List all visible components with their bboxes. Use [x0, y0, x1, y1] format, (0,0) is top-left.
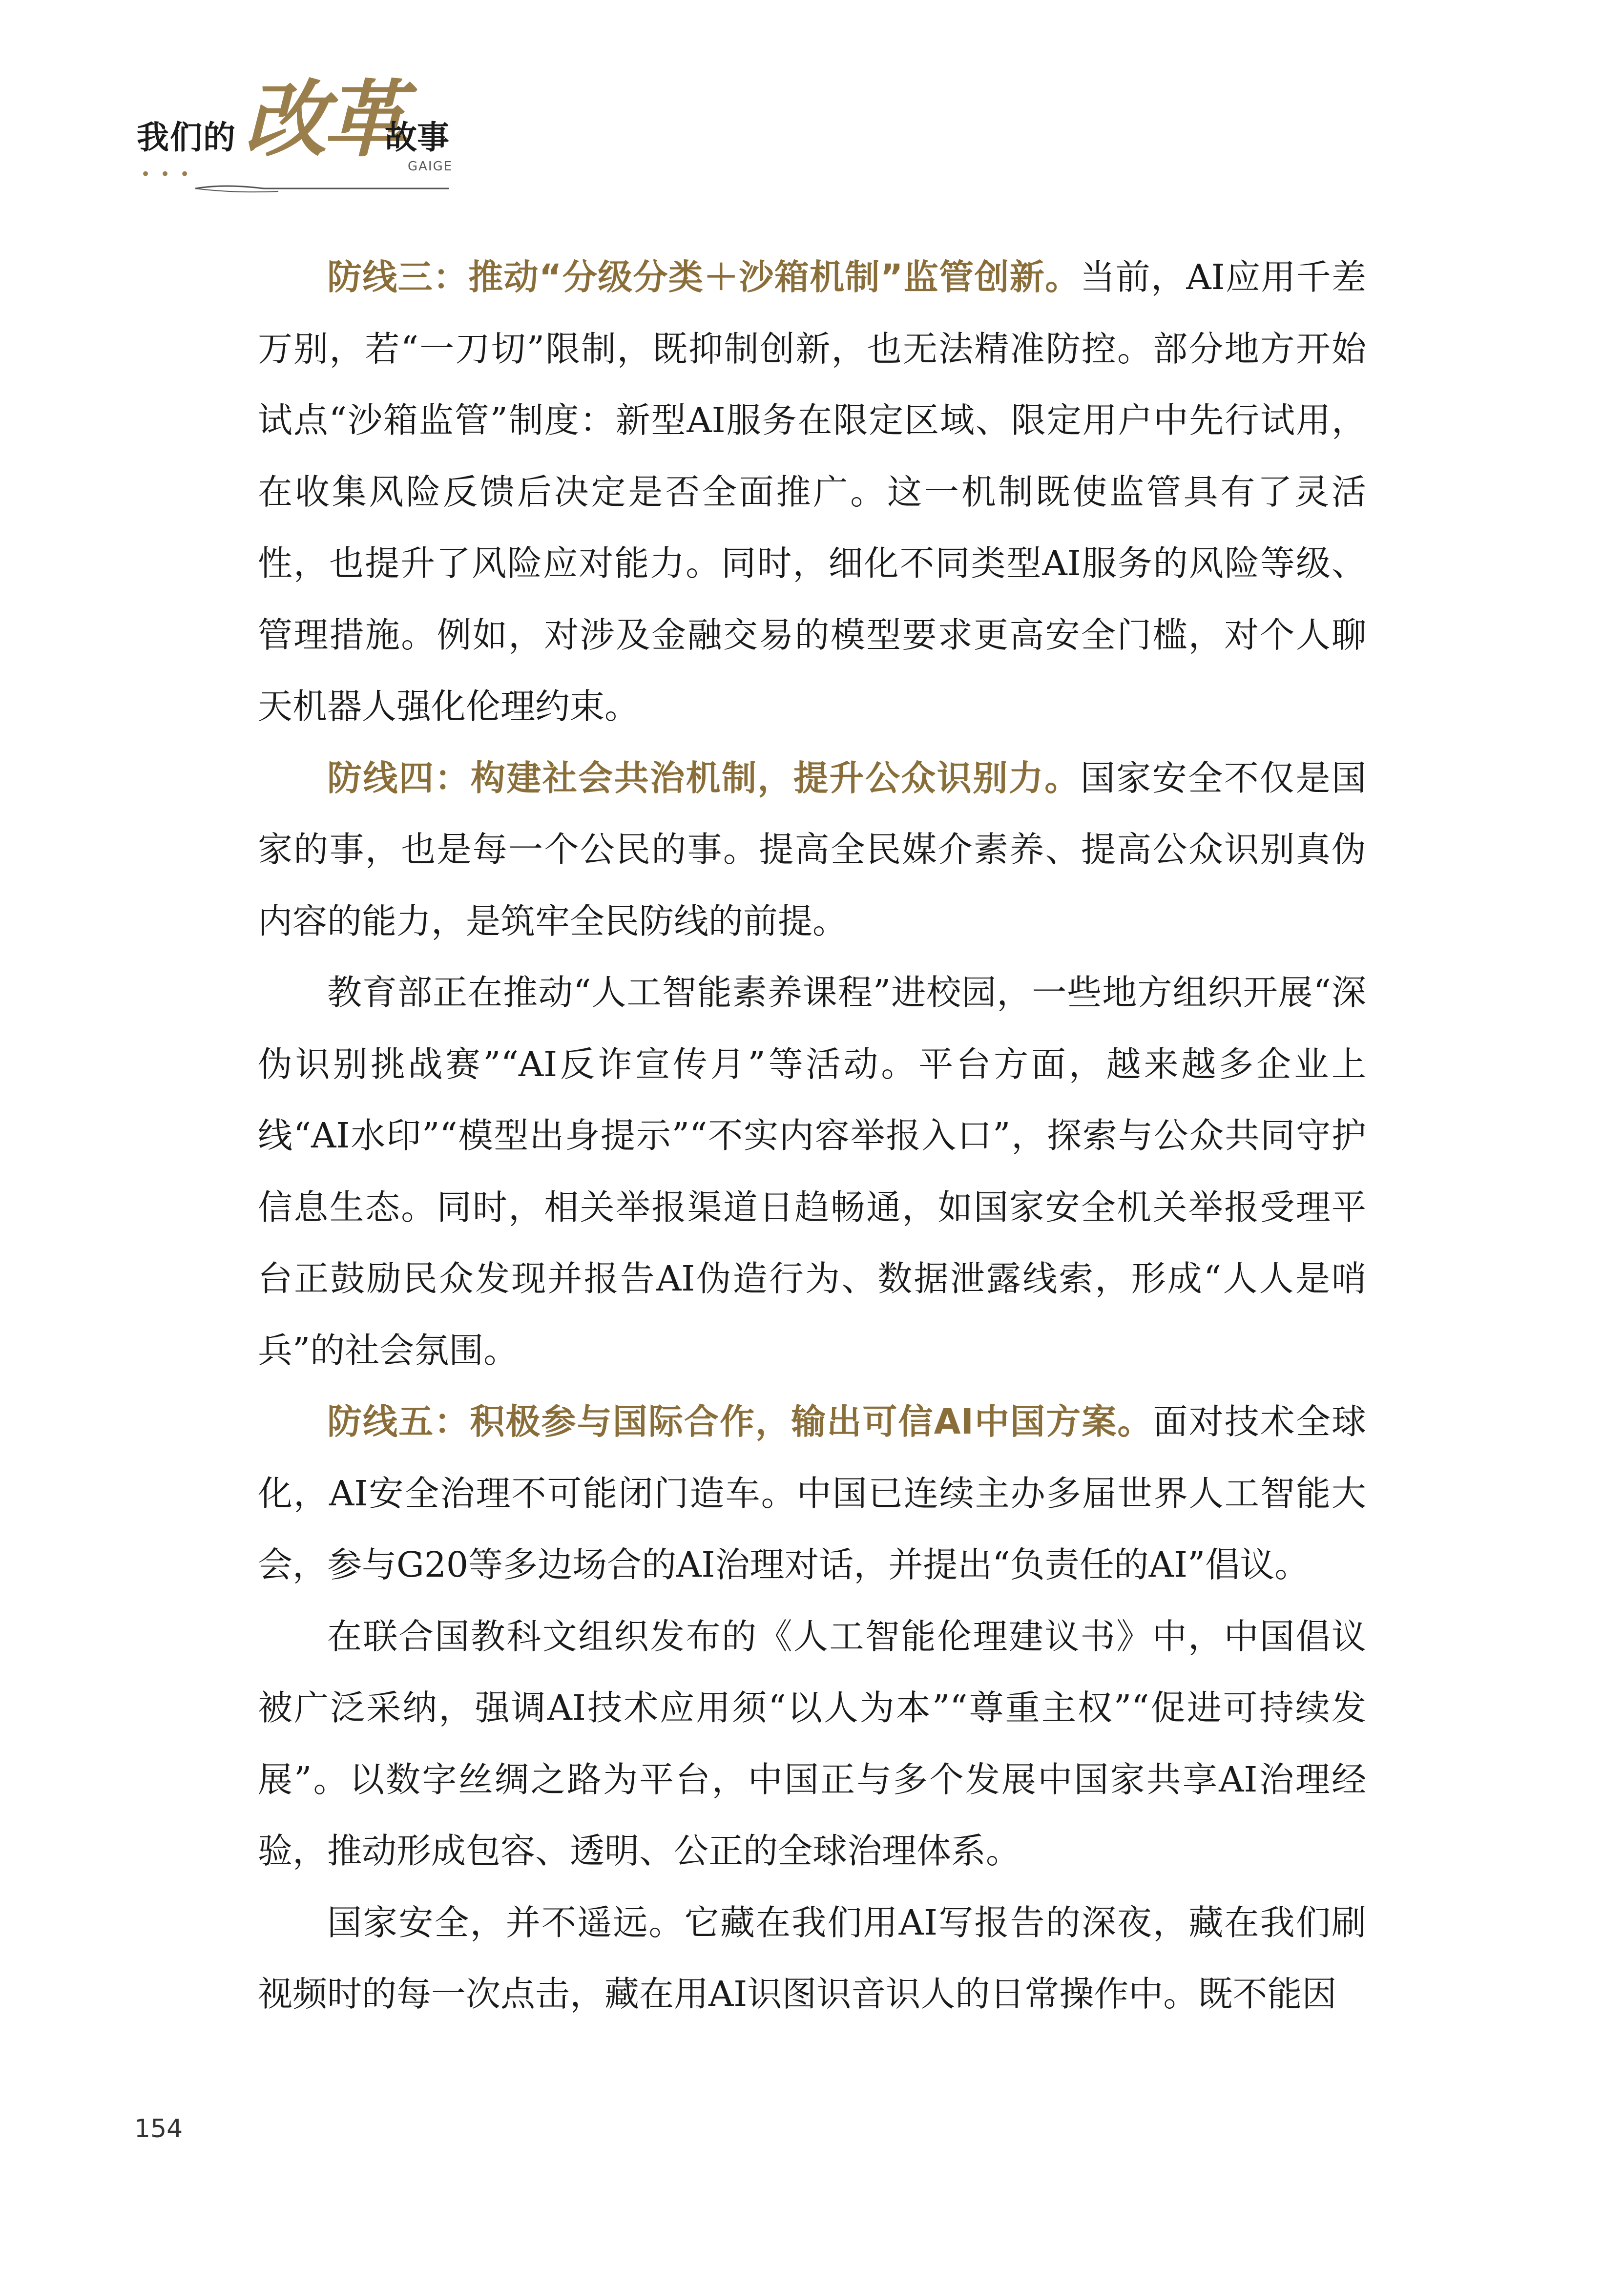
logo-subtitle: GAIGE [408, 159, 453, 174]
paragraph-text: 教育部正在推动“人工智能素养课程”进校园，一些地方组织开展“深伪识别挑战赛”“AI反诈宣传月”等活动。平台方面，越来越多企业上线“AI水印”“模型出身提示”“不实内容举报入口”，探索与公众共同守护信息生态。同时，相关举报渠道日趋畅通，如国家安全机关举报受理平台正鼓励民众发现并报告AI伪造行为、数据泄露线索，形成“人人是哨兵”的社会氛围。 [258, 972, 1366, 1371]
logo-text-left: 我们的 [137, 118, 236, 156]
article-body [258, 242, 1366, 2030]
book-series-logo [137, 68, 453, 195]
paragraph-text: 在联合国教科文组织发布的《人工智能伦理建议书》中，中国倡议被广泛采纳，强调AI技术应用须“以人为本”“尊重主权”“促进可持续发展”。以数字丝绸之路为平台，中国正与多个发展中国家共享AI治理经验，推动形成包容、透明、公正的全球治理体系。 [258, 1616, 1366, 1871]
paragraph [258, 1887, 1366, 2030]
paragraph [258, 1601, 1366, 1887]
paragraph [258, 1386, 1366, 1601]
paragraph [258, 242, 1366, 743]
paragraph [258, 957, 1366, 1386]
logo-dots: ••• [141, 165, 200, 184]
paragraph-lead: 防线五：积极参与国际合作，输出可信AI中国方案。 [327, 1401, 1153, 1442]
paragraph-text: 国家安全不仅是国家的事，也是每一个公民的事。提高全民媒介素养、提高公众识别真伪内容的能力，是筑牢全民防线的前提。 [258, 757, 1366, 941]
paragraph [258, 743, 1366, 958]
page-number: 154 [134, 2114, 183, 2144]
paragraph-text: 当前，AI应用千差万别，若“一刀切”限制，既抑制创新，也无法精准防控。部分地方开始试点“沙箱监管”制度：新型AI服务在限定区域、限定用户中先行试用，在收集风险反馈后决定是否全面推广。这一机制既使监管具有了灵活性，也提升了风险应对能力。同时，细化不同类型AI服务的风险等级、管理措施。例如，对涉及金融交易的模型要求更高安全门槛，对个人聊天机器人强化伦理约束。 [258, 257, 1366, 727]
paragraph-lead: 防线四：构建社会共治机制，提升公众识别力。 [327, 757, 1081, 798]
paragraph-lead: 防线三：推动“分级分类＋沙箱机制”监管创新。 [327, 257, 1081, 297]
logo-ornament-line [137, 182, 449, 196]
paragraph-text: 国家安全，并不遥远。它藏在我们用AI写报告的深夜，藏在我们刷视频时的每一次点击，藏在用AI识图识音识人的日常操作中。既不能因 [258, 1902, 1366, 2014]
paragraph-text: 面对技术全球化，AI安全治理不可能闭门造车。中国已连续主办多届世界人工智能大会，参与G20等多边场合的AI治理对话，并提出“负责任的AI”倡议。 [258, 1401, 1366, 1585]
logo-text-right: 故事 [385, 118, 449, 156]
logo-emblem-text: 改革 [244, 71, 403, 168]
